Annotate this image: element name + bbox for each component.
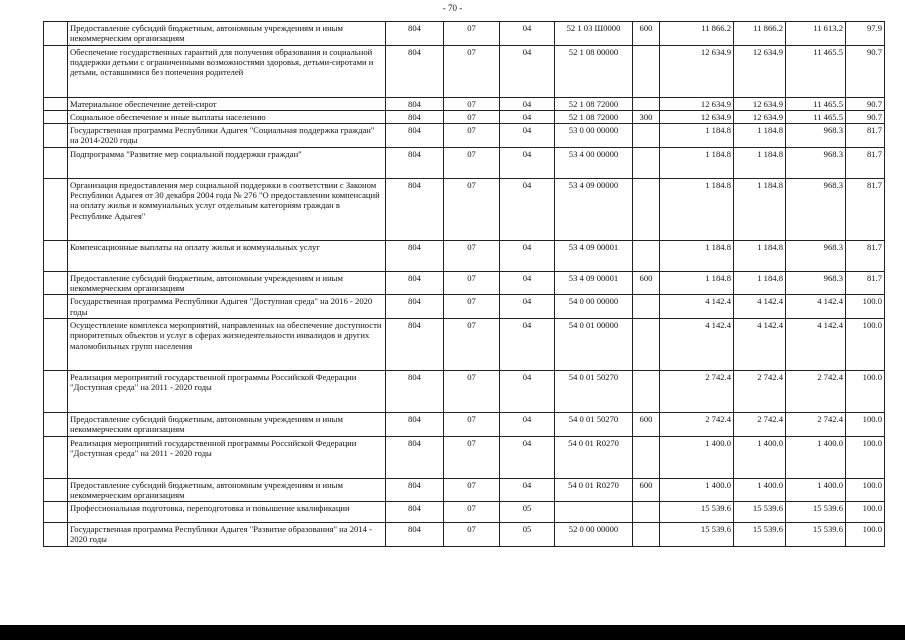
left-margin-cell — [44, 124, 68, 148]
table-row — [44, 240, 885, 271]
left-margin-cell — [44, 22, 68, 46]
left-margin-cell — [44, 318, 68, 370]
ministry-code: 804 — [386, 412, 444, 436]
subsection-code: 04 — [500, 178, 555, 240]
expense-type-code: 600 — [633, 271, 660, 295]
table-row — [44, 370, 885, 412]
execution-percent: 90.7 — [846, 97, 885, 110]
ministry-code: 804 — [386, 240, 444, 271]
planned-amount: 1 184.8 — [660, 178, 734, 240]
table-row — [44, 45, 885, 97]
execution-percent: 81.7 — [846, 178, 885, 240]
left-margin-cell — [44, 271, 68, 295]
planned-amount: 1 184.8 — [660, 124, 734, 148]
approved-amount: 1 184.8 — [734, 271, 786, 295]
target-article-code: 53 4 09 00000 — [555, 178, 633, 240]
budget-item-name: Подпрограмма "Развитие мер социальной поддержки граждан" — [68, 147, 386, 178]
executed-amount: 1 400.0 — [786, 478, 846, 502]
ministry-code: 804 — [386, 97, 444, 110]
expense-type-code — [633, 502, 660, 523]
approved-amount: 15 539.6 — [734, 523, 786, 547]
section-code: 07 — [444, 370, 500, 412]
execution-percent: 81.7 — [846, 124, 885, 148]
section-code: 07 — [444, 478, 500, 502]
executed-amount: 968.3 — [786, 240, 846, 271]
ministry-code: 804 — [386, 178, 444, 240]
planned-amount: 12 634.9 — [660, 97, 734, 110]
approved-amount: 12 634.9 — [734, 45, 786, 97]
subsection-code: 04 — [500, 240, 555, 271]
subsection-code: 04 — [500, 478, 555, 502]
budget-item-name: Компенсационные выплаты на оплату жилья и коммунальных услуг — [68, 240, 386, 271]
approved-amount: 12 634.9 — [734, 97, 786, 110]
target-article-code: 53 4 00 00000 — [555, 147, 633, 178]
execution-percent: 97.9 — [846, 22, 885, 46]
ministry-code: 804 — [386, 478, 444, 502]
target-article-code: 53 4 09 00001 — [555, 240, 633, 271]
budget-table — [43, 21, 885, 547]
subsection-code: 04 — [500, 436, 555, 478]
section-code: 07 — [444, 295, 500, 319]
target-article-code: 53 0 00 00000 — [555, 124, 633, 148]
planned-amount: 1 184.8 — [660, 147, 734, 178]
budget-item-name: Осуществление комплекса мероприятий, направленных на обеспечение доступности приоритетных объектов и услуг в сферах жизнедеятельности инвалидов и других маломобильных групп населения — [68, 318, 386, 370]
planned-amount: 2 742.4 — [660, 412, 734, 436]
approved-amount: 12 634.9 — [734, 110, 786, 123]
expense-type-code — [633, 370, 660, 412]
section-code: 07 — [444, 502, 500, 523]
executed-amount: 4 142.4 — [786, 295, 846, 319]
section-code: 07 — [444, 178, 500, 240]
section-code: 07 — [444, 45, 500, 97]
left-margin-cell — [44, 295, 68, 319]
ministry-code: 804 — [386, 124, 444, 148]
expense-type-code — [633, 178, 660, 240]
budget-item-name: Профессиональная подготовка, переподготовка и повышение квалификации — [68, 502, 386, 523]
subsection-code: 05 — [500, 502, 555, 523]
executed-amount: 11 465.5 — [786, 45, 846, 97]
table-row — [44, 478, 885, 502]
table-row — [44, 124, 885, 148]
executed-amount: 2 742.4 — [786, 412, 846, 436]
subsection-code: 05 — [500, 523, 555, 547]
budget-item-name: Организация предоставления мер социальной поддержки в соответствии с Законом Республики Адыгея от 30 декабря 2004 года № 276 "О предоставлении компенсаций на оплату жилья и коммунальных услуг отдельным категориям граждан в Республике Адыгея" — [68, 178, 386, 240]
table-row — [44, 110, 885, 123]
approved-amount: 2 742.4 — [734, 370, 786, 412]
target-article-code: 54 0 00 00000 — [555, 295, 633, 319]
budget-item-name: Социальное обеспечение и иные выплаты населению — [68, 110, 386, 123]
executed-amount: 2 742.4 — [786, 370, 846, 412]
ministry-code: 804 — [386, 271, 444, 295]
subsection-code: 04 — [500, 412, 555, 436]
expense-type-code: 600 — [633, 22, 660, 46]
budget-item-name: Обеспечение государственных гарантий для получения образования и социальной поддержки детьми с ограниченными возможностями здоровья, детьми-сиротами и детьми, оставшимися без попечения родителей — [68, 45, 386, 97]
budget-item-name: Предоставление субсидий бюджетным, автономным учреждениям и иным некоммерческим организациям — [68, 271, 386, 295]
left-margin-cell — [44, 502, 68, 523]
expense-type-code: 600 — [633, 412, 660, 436]
subsection-code: 04 — [500, 110, 555, 123]
table-row — [44, 271, 885, 295]
section-code: 07 — [444, 110, 500, 123]
budget-item-name: Реализация мероприятий государственной программы Российской Федерации "Доступная среда" на 2011 - 2020 годы — [68, 370, 386, 412]
approved-amount: 11 866.2 — [734, 22, 786, 46]
budget-item-name: Государственная программа Республики Адыгея "Социальная поддержка граждан" на 2014-2020 годы — [68, 124, 386, 148]
subsection-code: 04 — [500, 271, 555, 295]
ministry-code: 804 — [386, 45, 444, 97]
subsection-code: 04 — [500, 318, 555, 370]
section-code: 07 — [444, 523, 500, 547]
subsection-code: 04 — [500, 124, 555, 148]
planned-amount: 1 400.0 — [660, 436, 734, 478]
expense-type-code — [633, 45, 660, 97]
expense-type-code — [633, 318, 660, 370]
planned-amount: 12 634.9 — [660, 45, 734, 97]
target-article-code: 52 1 08 00000 — [555, 45, 633, 97]
page-number: - 70 - — [442, 3, 463, 13]
ministry-code: 804 — [386, 110, 444, 123]
table-row — [44, 318, 885, 370]
executed-amount: 11 465.5 — [786, 110, 846, 123]
planned-amount: 15 539.6 — [660, 502, 734, 523]
execution-percent: 100.0 — [846, 436, 885, 478]
table-row — [44, 523, 885, 547]
executed-amount: 15 539.6 — [786, 523, 846, 547]
executed-amount: 11 465.5 — [786, 97, 846, 110]
left-margin-cell — [44, 478, 68, 502]
left-margin-cell — [44, 370, 68, 412]
target-article-code: 54 0 01 R0270 — [555, 478, 633, 502]
ministry-code: 804 — [386, 295, 444, 319]
executed-amount: 11 613.2 — [786, 22, 846, 46]
executed-amount: 968.3 — [786, 271, 846, 295]
subsection-code: 04 — [500, 147, 555, 178]
approved-amount: 1 184.8 — [734, 178, 786, 240]
target-article-code: 52 1 03 Ш0000 — [555, 22, 633, 46]
executed-amount: 968.3 — [786, 147, 846, 178]
subsection-code: 04 — [500, 22, 555, 46]
planned-amount: 11 866.2 — [660, 22, 734, 46]
section-code: 07 — [444, 240, 500, 271]
execution-percent: 100.0 — [846, 523, 885, 547]
execution-percent: 81.7 — [846, 147, 885, 178]
planned-amount: 2 742.4 — [660, 370, 734, 412]
expense-type-code: 300 — [633, 110, 660, 123]
planned-amount: 4 142.4 — [660, 295, 734, 319]
planned-amount: 15 539.6 — [660, 523, 734, 547]
expense-type-code — [633, 523, 660, 547]
approved-amount: 1 184.8 — [734, 240, 786, 271]
section-code: 07 — [444, 436, 500, 478]
expense-type-code — [633, 124, 660, 148]
target-article-code — [555, 502, 633, 523]
planned-amount: 1 184.8 — [660, 240, 734, 271]
executed-amount: 15 539.6 — [786, 502, 846, 523]
execution-percent: 90.7 — [846, 110, 885, 123]
expense-type-code — [633, 97, 660, 110]
approved-amount: 1 184.8 — [734, 147, 786, 178]
execution-percent: 90.7 — [846, 45, 885, 97]
left-margin-cell — [44, 240, 68, 271]
ministry-code: 804 — [386, 370, 444, 412]
ministry-code: 804 — [386, 147, 444, 178]
target-article-code: 54 0 01 50270 — [555, 370, 633, 412]
left-margin-cell — [44, 97, 68, 110]
target-article-code: 52 1 08 72000 — [555, 97, 633, 110]
left-margin-cell — [44, 178, 68, 240]
expense-type-code — [633, 240, 660, 271]
target-article-code: 53 4 09 00001 — [555, 271, 633, 295]
table-row — [44, 295, 885, 319]
left-margin-cell — [44, 110, 68, 123]
target-article-code: 54 0 01 00000 — [555, 318, 633, 370]
budget-item-name: Государственная программа Республики Адыгея "Развитие образования" на 2014 - 2020 годы — [68, 523, 386, 547]
execution-percent: 100.0 — [846, 412, 885, 436]
section-code: 07 — [444, 147, 500, 178]
expense-type-code — [633, 295, 660, 319]
table-row — [44, 412, 885, 436]
table-row — [44, 147, 885, 178]
budget-item-name: Предоставление субсидий бюджетным, автономным учреждениям и иным некоммерческим организациям — [68, 412, 386, 436]
target-article-code: 52 1 08 72000 — [555, 110, 633, 123]
target-article-code: 52 0 00 00000 — [555, 523, 633, 547]
execution-percent: 100.0 — [846, 502, 885, 523]
left-margin-cell — [44, 45, 68, 97]
approved-amount: 15 539.6 — [734, 502, 786, 523]
expense-type-code — [633, 436, 660, 478]
execution-percent: 100.0 — [846, 318, 885, 370]
planned-amount: 12 634.9 — [660, 110, 734, 123]
ministry-code: 804 — [386, 22, 444, 46]
section-code: 07 — [444, 318, 500, 370]
executed-amount: 4 142.4 — [786, 318, 846, 370]
scan-bottom-border — [0, 625, 905, 640]
subsection-code: 04 — [500, 97, 555, 110]
table-row — [44, 502, 885, 523]
section-code: 07 — [444, 22, 500, 46]
execution-percent: 100.0 — [846, 478, 885, 502]
planned-amount: 4 142.4 — [660, 318, 734, 370]
approved-amount: 1 400.0 — [734, 478, 786, 502]
section-code: 07 — [444, 271, 500, 295]
planned-amount: 1 400.0 — [660, 478, 734, 502]
section-code: 07 — [444, 97, 500, 110]
executed-amount: 968.3 — [786, 178, 846, 240]
subsection-code: 04 — [500, 45, 555, 97]
table-row — [44, 97, 885, 110]
left-margin-cell — [44, 436, 68, 478]
target-article-code: 54 0 01 R0270 — [555, 436, 633, 478]
executed-amount: 968.3 — [786, 124, 846, 148]
execution-percent: 100.0 — [846, 295, 885, 319]
budget-item-name: Материальное обеспечение детей-сирот — [68, 97, 386, 110]
budget-item-name: Предоставление субсидий бюджетным, автономным учреждениям и иным некоммерческим организациям — [68, 22, 386, 46]
ministry-code: 804 — [386, 523, 444, 547]
execution-percent: 81.7 — [846, 240, 885, 271]
approved-amount: 4 142.4 — [734, 295, 786, 319]
left-margin-cell — [44, 412, 68, 436]
planned-amount: 1 184.8 — [660, 271, 734, 295]
approved-amount: 1 184.8 — [734, 124, 786, 148]
table-row — [44, 436, 885, 478]
budget-item-name: Государственная программа Республики Адыгея "Доступная среда" на 2016 - 2020 годы — [68, 295, 386, 319]
approved-amount: 1 400.0 — [734, 436, 786, 478]
table-row — [44, 178, 885, 240]
table-row — [44, 22, 885, 46]
target-article-code: 54 0 01 50270 — [555, 412, 633, 436]
execution-percent: 100.0 — [846, 370, 885, 412]
ministry-code: 804 — [386, 502, 444, 523]
section-code: 07 — [444, 124, 500, 148]
subsection-code: 04 — [500, 295, 555, 319]
budget-item-name: Реализация мероприятий государственной программы Российской Федерации "Доступная среда" на 2011 - 2020 годы — [68, 436, 386, 478]
subsection-code: 04 — [500, 370, 555, 412]
expense-type-code — [633, 147, 660, 178]
expense-type-code: 600 — [633, 478, 660, 502]
ministry-code: 804 — [386, 436, 444, 478]
approved-amount: 4 142.4 — [734, 318, 786, 370]
budget-item-name: Предоставление субсидий бюджетным, автономным учреждениям и иным некоммерческим организациям — [68, 478, 386, 502]
executed-amount: 1 400.0 — [786, 436, 846, 478]
left-margin-cell — [44, 523, 68, 547]
ministry-code: 804 — [386, 318, 444, 370]
execution-percent: 81.7 — [846, 271, 885, 295]
section-code: 07 — [444, 412, 500, 436]
left-margin-cell — [44, 147, 68, 178]
approved-amount: 2 742.4 — [734, 412, 786, 436]
